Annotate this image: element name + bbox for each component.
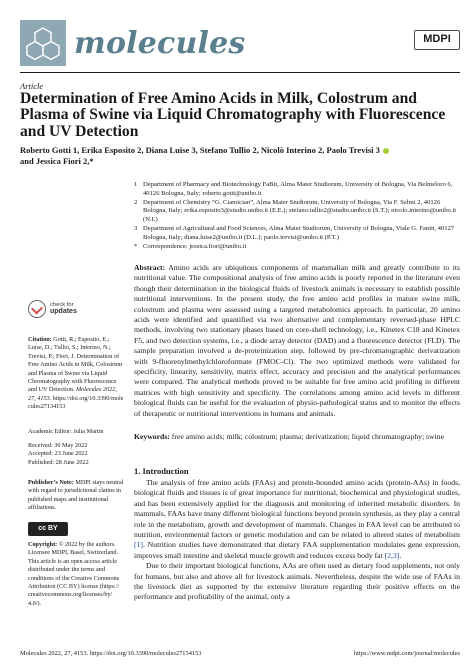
page-footer	[20, 650, 460, 657]
cc-by-license-badge[interactable]: cc BY	[28, 522, 68, 536]
journal-logo-icon	[20, 20, 66, 66]
check-updates-label	[50, 302, 77, 315]
intro-p1-end-text: .	[399, 550, 402, 560]
reference-link[interactable]: [1]	[134, 540, 143, 550]
publisher-note	[28, 479, 124, 513]
copyright-notice	[28, 541, 124, 608]
introduction-body	[134, 478, 460, 603]
affiliation-number: 2	[134, 198, 138, 206]
correspondence	[134, 243, 460, 252]
affiliation-text: Department of Chemistry “G. Ciamician”, Alma Mater Studiorum, University of Bologna, Via F. Selmi 2, 40126 Bologna, Italy; erika.esposito3@studio.unibo.it (E.E.); stefano.tullio2@studio.unibo.it (S.T.); nicolo.interino@unibo.it (N.I.)	[143, 198, 457, 224]
intro-paragraph-1	[134, 478, 460, 561]
publication-dates	[28, 442, 124, 467]
footer-journal-url[interactable]: https://www.mdpi.com/journal/molecules	[353, 650, 460, 657]
intro-paragraph-2: Due to their important biological functions, AAs are often used as dietary food supplements, not only for humans, but also and above all for livestock animals. Nevertheless, despite the wide use of FAAs in the livestock diet as supported by the extensive literature regarding their positive effects on the performance and profitability of the animal, only a	[134, 561, 460, 602]
copyright-text: © 2022 by the authors. Licensee MDPI, Basel, Switzerland. This article is an open access article distributed under the terms and conditions of the Creative Commons Attribution (CC BY) license (https:// creativecommons.org/licenses/by/ 4.0/).	[28, 541, 120, 607]
keywords-text: free amino acids; milk; colostrum; plasma; derivatization; liquid chromatography; swine	[171, 432, 444, 441]
check-updates-line-2: updates	[50, 307, 77, 315]
check-for-updates-button[interactable]	[28, 300, 124, 322]
academic-editor: Academic Editor: Julia Martin	[28, 428, 104, 435]
intro-p1-mid-text: . Nutrition studies have demonstrated that dietary FAA supplementation modulates gene expression, improves small intestine and skeletal muscle growth and reduces excess body fat	[134, 540, 460, 560]
article-type: Article	[20, 81, 44, 91]
affiliation-text: Department of Agricultural and Food Sciences, Alma Mater Studiorum, University of Bologna, Viale G. Fanin, 40127 Bologna, Italy; diana.luise2@unibo.it (D.L.); paolo.trevisi@unibo.it (P.T.)	[143, 224, 455, 241]
citation-doi-link[interactable]: https://doi.org/10.3390/molecules27134153	[28, 394, 124, 411]
published-date: Published: 28 June 2022	[28, 458, 89, 466]
author-list	[20, 145, 460, 167]
affiliation-item	[134, 181, 460, 199]
footer-citation[interactable]: Molecules 2022, 27, 4153. https://doi.org/10.3390/molecules27134153	[20, 650, 202, 657]
affiliation-number: 1	[134, 181, 138, 188]
citation-text: Gotti, R.; Esposito, E.; Luise, D.; Tullio, S.; Interino, N.; Trevisi, P.; Fiori, J. Determination of Free Amino Acids in Milk, Colostrum and Plasma of Swine via Liquid Chromatography with Fluorescence and UV Detection.	[28, 336, 123, 394]
copyright-label: Copyright:	[28, 541, 58, 548]
section-heading-introduction: 1. Introduction	[134, 466, 189, 476]
journal-name[interactable]: molecules	[74, 26, 246, 61]
intro-p1-text: The analysis of free amino acids (FAAs) and protein-bounded amino acids (protein-AAs) in foods, biological fluids and tissues is of great importance for nutritional, biochemical and physiological studies, and has been extensively applied for the diagnosis and monitoring of inherited metabolic disorders. In mammals, FAAs have many different biological functions beyond protein synthesis, as they play a central role in the metabolism, growth and development of mammals. Changes in FAA level can be attributed to nutrition, environmental factors or genetic modulation and can be related to altered states of metabolism	[134, 478, 460, 540]
abstract-text: Amino acids are ubiquitous components of mammalian milk and greatly contribute to its nutritional value. The compositional analysis of free amino acids is poorly reported in the literature even though their determination in the biological fluids of livestock animals is necessary to establish possible nutritional interventions. In the present study, the free amino acid profiles in mature swine milk, colostrum and plasma were assessed using a targeted metabolomics approach. In particular, 20 amino acids were identified and quantified via two alternative and complementary reversed-phase HPLC methods, involving two stationary phases based on core-shell technology, i.e., Kinetex C18 and Kinetex F5, and two detection systems, i.e., a diode array detector (DAD) and a fluorescence detector (FLD). The sample preparation involved a de-proteinization step, followed by pre-chromatographic derivatization with 9-fluorenylmethylchloroformate (FMOC-Cl). The two optimized methods were validated for specificity, linearity, sensitivity, matrix effect, accuracy and precision and the analytical performances were compared. The analytical methods proved to be suitable for free amino acid profiling in different matrices with high sensitivity and specificity. The correlations among amino acid levels in different biological fluids can be useful for the evaluation of physio-pathological status and to monitor the effects of therapeutic or nutritional interventions in humans and animals.	[134, 263, 460, 418]
check-updates-icon	[28, 300, 46, 318]
affiliation-item	[134, 225, 460, 243]
affiliation-item	[134, 199, 460, 225]
keywords-label: Keywords:	[134, 432, 170, 441]
mdpi-logo-text: MDPI	[414, 30, 460, 50]
keywords	[134, 432, 460, 442]
received-date: Received: 30 May 2022	[28, 442, 88, 449]
reference-link[interactable]: [2,3]	[384, 550, 400, 560]
citation-label: Citation:	[28, 336, 52, 343]
publisher-note-text: MDPI stays neutral with regard to jurisdictional claims in published maps and institutional affiliations.	[28, 479, 124, 512]
affiliation-number: *	[134, 242, 138, 250]
abstract	[134, 263, 460, 419]
check-updates-line-1: check for	[50, 302, 74, 308]
orcid-icon[interactable]	[383, 148, 389, 154]
affiliation-text: Department of Pharmacy and Biotechnology FaBit, Alma Mater Studiorum, University of Bologna, Via Belmeloro 6, 40126 Bologna, Italy; roberto.gotti@unibo.it	[143, 181, 453, 197]
publisher-note-label: Publisher’s Note:	[28, 479, 74, 486]
citation-block	[28, 336, 124, 412]
article-title: Determination of Free Amino Acids in Milk, Colostrum and Plasma of Swine via Liquid Chromatography with Fluorescence and UV Detection	[20, 90, 446, 140]
accepted-date: Accepted: 23 June 2022	[28, 450, 88, 458]
mdpi-logo[interactable]	[414, 30, 460, 58]
abstract-label: Abstract:	[134, 263, 166, 272]
correspondence-text[interactable]: Correspondence: jessica.fiori@unibo.it	[143, 242, 247, 250]
header-divider	[20, 72, 460, 73]
affiliation-number: 3	[134, 224, 138, 232]
affiliations	[134, 181, 460, 251]
authors-line-2: and Jessica Fiori 2,*	[20, 156, 94, 166]
citation-journal: Molecules 2022, 27, 4153.	[28, 386, 117, 402]
authors-line-1: Roberto Gotti 1, Erika Esposito 2, Diana Luise 3, Stefano Tullio 2, Nicolò Interino 2, Paolo Trevisi 3	[20, 145, 380, 155]
